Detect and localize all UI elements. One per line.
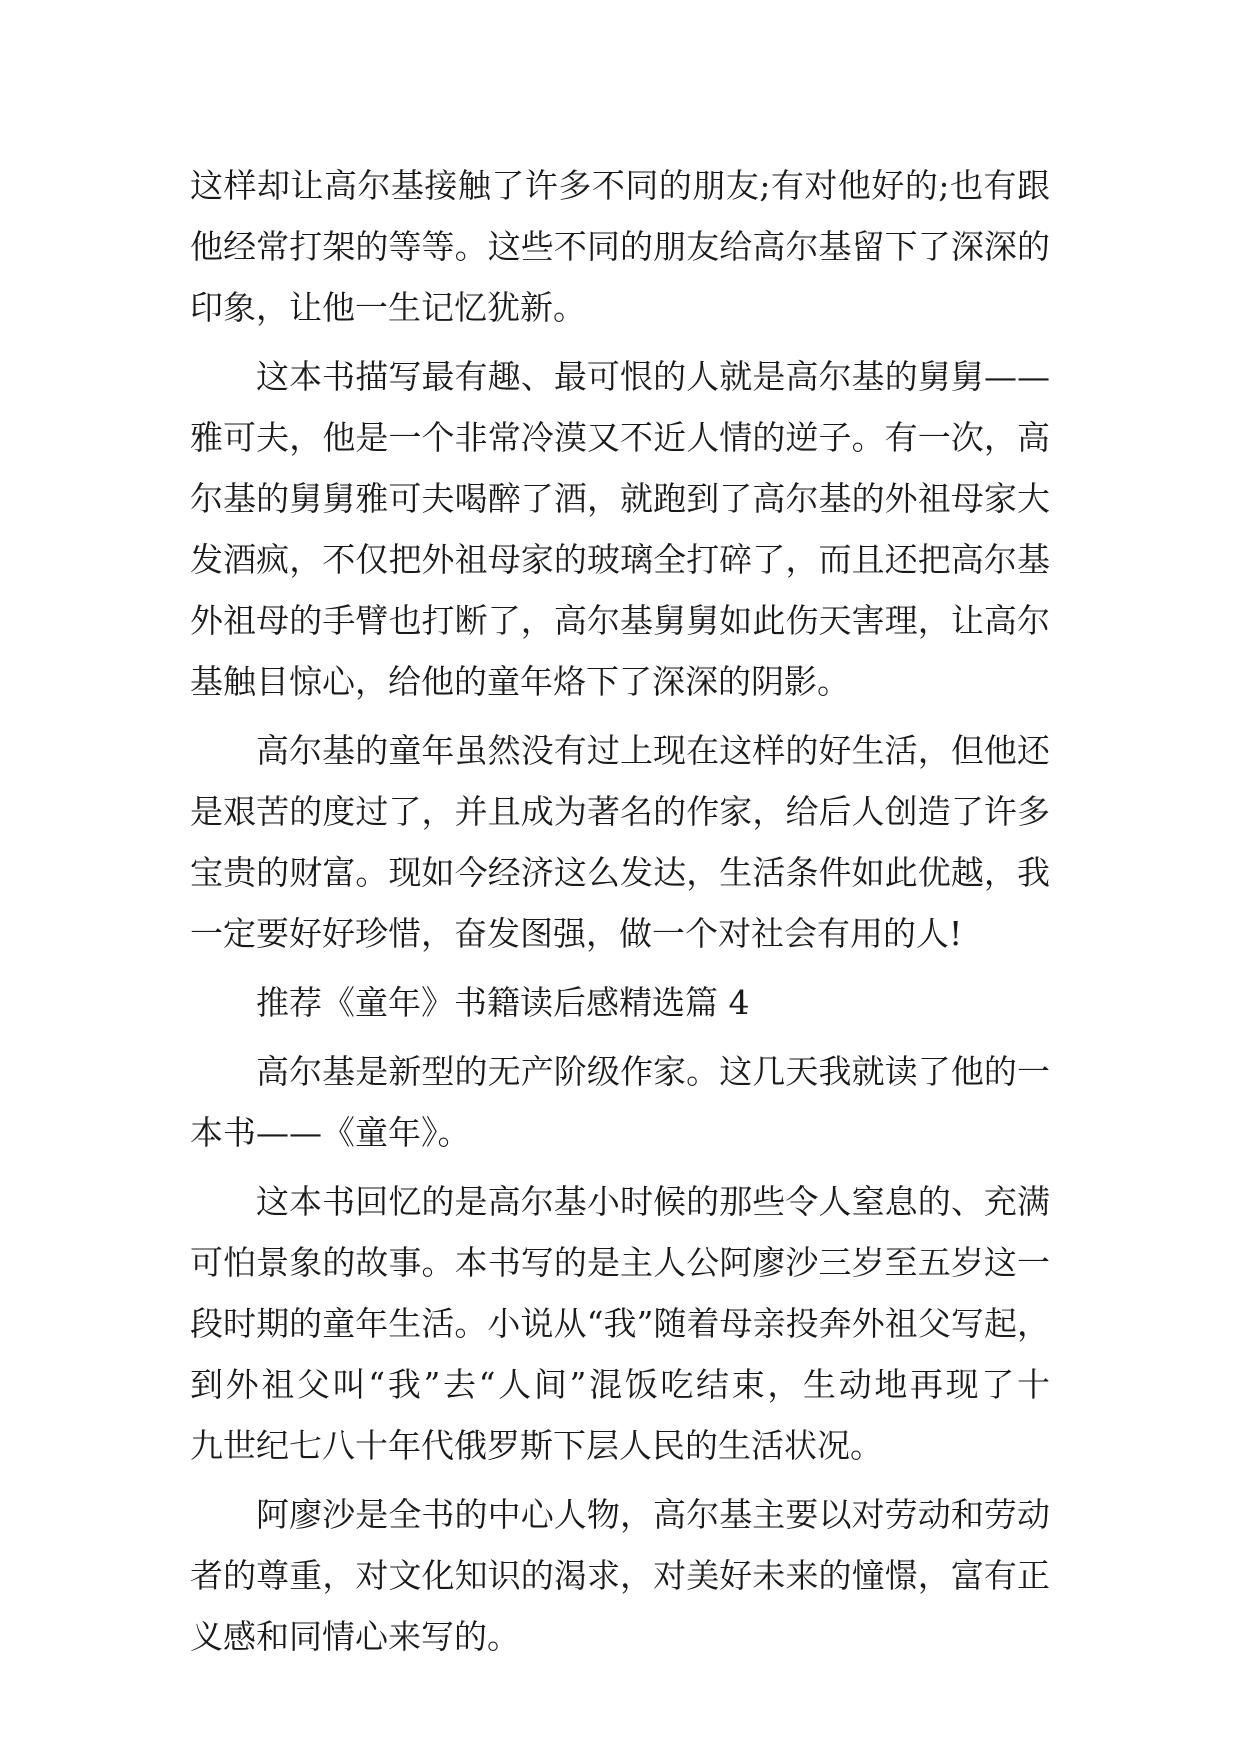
- text-line: 印象，让他一生记忆犹新。: [190, 288, 586, 327]
- text-line: 外祖母的手臂也打断了，高尔基舅舅如此伤天害理，让高尔: [190, 601, 1050, 640]
- text-line: 阿廖沙是全书的中心人物，高尔基主要以对劳动和劳动: [256, 1495, 1050, 1534]
- text-line: 高尔基是新型的无产阶级作家。这几天我就读了他的一: [256, 1052, 1050, 1091]
- text-line: 高尔基的童年虽然没有过上现在这样的好生活，但他还: [256, 731, 1050, 770]
- paragraph-intro: [190, 1041, 1050, 1163]
- paragraph-protagonist: [190, 1484, 1050, 1667]
- text-line: 义感和同情心来写的。: [190, 1617, 520, 1656]
- text-line: 是艰苦的度过了，并且成为著名的作家，给后人创造了许多: [190, 792, 1050, 831]
- text-line: 这本书描写最有趣、最可恨的人就是高尔基的舅舅——: [256, 357, 1050, 396]
- text-line: 九世纪七八十年代俄罗斯下层人民的生活状况。: [190, 1426, 883, 1465]
- text-line: 他经常打架的等等。这些不同的朋友给高尔基留下了深深的: [190, 227, 1050, 266]
- text-line: 段时期的童年生活。小说从“我”随着母亲投奔外祖父写起，: [190, 1304, 1050, 1343]
- text-line: 雅可夫，他是一个非常冷漠又不近人情的逆子。有一次，高: [190, 418, 1050, 457]
- text-line: 到外祖父叫“我”去“人间”混饭吃结束，生动地再现了十: [190, 1365, 1050, 1404]
- paragraph-summary: [190, 1171, 1050, 1476]
- heading-text: 推荐《童年》书籍读后感精选篇 4: [256, 983, 750, 1022]
- paragraph-continuation: [190, 155, 1050, 338]
- text-line: 这样却让高尔基接触了许多不同的朋友;有对他好的;也有跟: [190, 166, 1050, 205]
- text-line: 发酒疯，不仅把外祖母家的玻璃全打碎了，而且还把高尔基: [190, 540, 1050, 579]
- section-heading: [190, 972, 1050, 1033]
- text-line: 本书——《童年》。: [190, 1113, 471, 1152]
- paragraph-conclusion: [190, 720, 1050, 964]
- text-line: 基触目惊心，给他的童年烙下了深深的阴影。: [190, 662, 850, 701]
- text-line: 这本书回忆的是高尔基小时候的那些令人窒息的、充满: [256, 1182, 1050, 1221]
- paragraph-uncle-yakov: [190, 346, 1050, 712]
- document-body: [190, 155, 1050, 1667]
- text-line: 者的尊重，对文化知识的渴求，对美好未来的憧憬，富有正: [190, 1556, 1050, 1595]
- text-line: 宝贵的财富。现如今经济这么发达，生活条件如此优越，我: [190, 853, 1050, 892]
- text-line: 一定要好好珍惜，奋发图强，做一个对社会有用的人!: [190, 914, 963, 953]
- text-line: 尔基的舅舅雅可夫喝醉了酒，就跑到了高尔基的外祖母家大: [190, 479, 1050, 518]
- text-line: 可怕景象的故事。本书写的是主人公阿廖沙三岁至五岁这一: [190, 1243, 1050, 1282]
